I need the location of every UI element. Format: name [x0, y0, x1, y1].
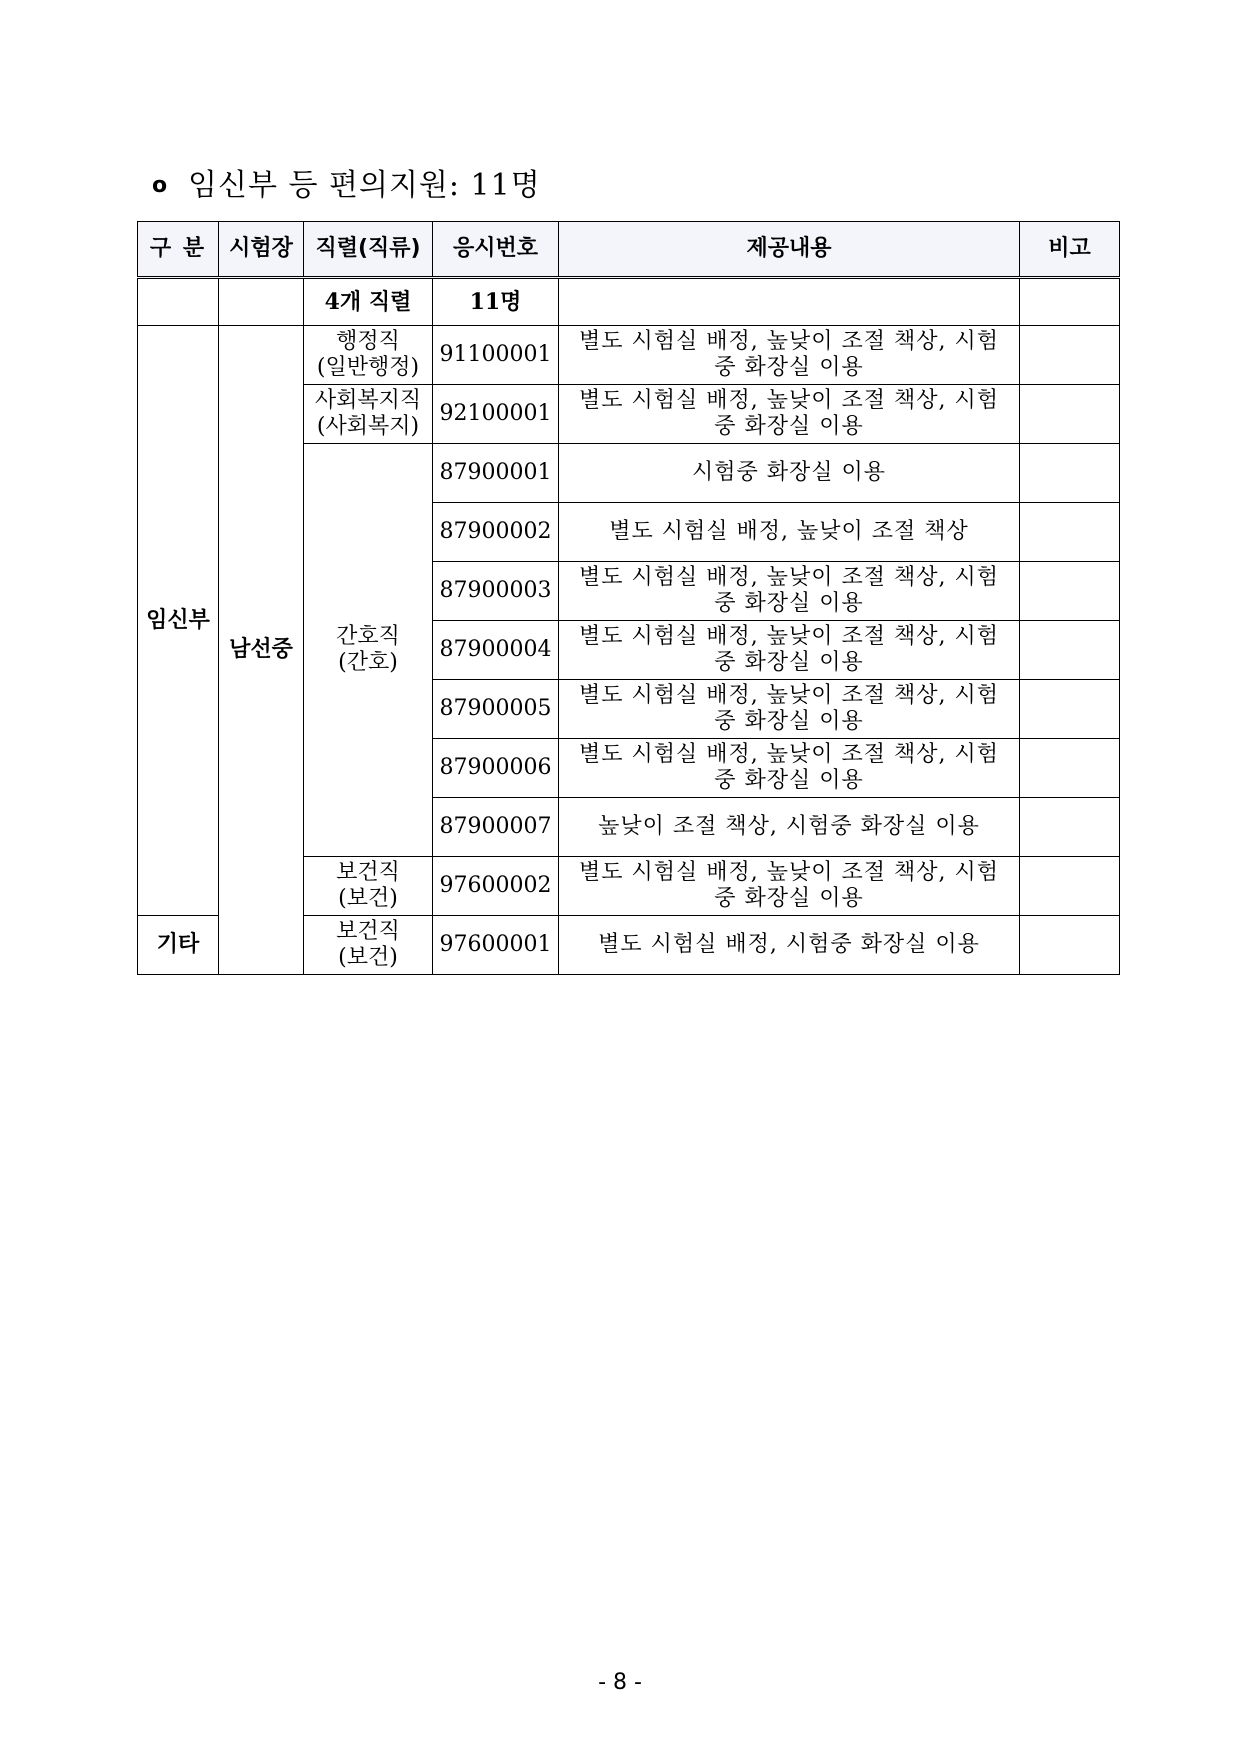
- remark-cell: [1020, 621, 1120, 680]
- summary-person-count: 11명: [433, 278, 559, 326]
- table-header-row: [138, 222, 1120, 278]
- content-line: 별도 시험실 배정, 높낮이 조절 책상, 시험: [579, 683, 999, 708]
- summary-content: [559, 278, 1020, 326]
- content-line: 별도 시험실 배정, 높낮이 조절 책상: [609, 519, 969, 544]
- page-number: - 8 -: [598, 1670, 642, 1695]
- position-subtype: (일반행정): [316, 355, 420, 380]
- section-heading-text: 임신부 등 편의지원: 11명: [188, 168, 541, 203]
- remark-cell: [1020, 503, 1120, 562]
- content-line: 높낮이 조절 책상, 시험중 화장실 이용: [598, 814, 980, 839]
- content-line: 중 화장실 이용: [714, 355, 864, 380]
- remark-cell: [1020, 857, 1120, 916]
- exam-number: 87900006: [433, 739, 559, 798]
- content-cell: [559, 385, 1020, 444]
- bullet-icon: o: [152, 173, 169, 198]
- position-name: 간호직: [336, 624, 400, 649]
- category-pregnant: 임신부: [138, 326, 219, 916]
- header-venue: 시험장: [219, 222, 304, 278]
- exam-number: 97600002: [433, 857, 559, 916]
- content-line: 별도 시험실 배정, 높낮이 조절 책상, 시험: [579, 624, 999, 649]
- content-cell: [559, 503, 1020, 562]
- content-cell: [559, 916, 1020, 975]
- content-cell: [559, 798, 1020, 857]
- content-cell: [559, 444, 1020, 503]
- position-name: 사회복지직: [314, 388, 422, 413]
- remark-cell: [1020, 680, 1120, 739]
- exam-number: 87900003: [433, 562, 559, 621]
- remark-cell: [1020, 326, 1120, 385]
- content-line: 별도 시험실 배정, 높낮이 조절 책상, 시험: [579, 329, 999, 354]
- venue-namseon: 남선중: [219, 326, 304, 975]
- content-line: 별도 시험실 배정, 시험중 화장실 이용: [598, 932, 980, 957]
- exam-number: 87900001: [433, 444, 559, 503]
- content-line: 별도 시험실 배정, 높낮이 조절 책상, 시험: [579, 860, 999, 885]
- exam-number: 87900004: [433, 621, 559, 680]
- content-cell: [559, 857, 1020, 916]
- exam-number: 91100001: [433, 326, 559, 385]
- position-cell: [304, 444, 433, 857]
- position-cell: [304, 385, 433, 444]
- remark-cell: [1020, 385, 1120, 444]
- position-subtype: (보건): [338, 945, 398, 970]
- category-other: 기타: [138, 916, 219, 975]
- table-row: [138, 326, 1120, 385]
- header-category: 구 분: [138, 222, 219, 278]
- position-name: 보건직: [336, 860, 400, 885]
- position-cell: [304, 857, 433, 916]
- position-cell: [304, 326, 433, 385]
- accommodation-table: [137, 221, 1120, 975]
- summary-row: [138, 278, 1120, 326]
- content-line: 중 화장실 이용: [714, 591, 864, 616]
- position-subtype: (간호): [338, 650, 398, 675]
- exam-number: 97600001: [433, 916, 559, 975]
- header-position: 직렬(직류): [304, 222, 433, 278]
- content-line: 중 화장실 이용: [714, 414, 864, 439]
- content-cell: [559, 621, 1020, 680]
- exam-number: 87900002: [433, 503, 559, 562]
- position-subtype: (보건): [338, 886, 398, 911]
- header-remark: 비고: [1020, 222, 1120, 278]
- position-name: 보건직: [336, 919, 400, 944]
- remark-cell: [1020, 562, 1120, 621]
- position-subtype: (사회복지): [316, 414, 420, 439]
- summary-position-count: 4개 직렬: [304, 278, 433, 326]
- position-name: 행정직: [336, 329, 400, 354]
- remark-cell: [1020, 444, 1120, 503]
- remark-cell: [1020, 739, 1120, 798]
- header-content: 제공내용: [559, 222, 1020, 278]
- summary-category: [138, 278, 219, 326]
- content-cell: [559, 326, 1020, 385]
- content-line: 중 화장실 이용: [714, 709, 864, 734]
- section-heading: [152, 160, 541, 204]
- content-cell: [559, 739, 1020, 798]
- remark-cell: [1020, 798, 1120, 857]
- content-line: 별도 시험실 배정, 높낮이 조절 책상, 시험: [579, 742, 999, 767]
- summary-venue: [219, 278, 304, 326]
- content-line: 시험중 화장실 이용: [691, 460, 886, 485]
- position-cell: [304, 916, 433, 975]
- summary-remark: [1020, 278, 1120, 326]
- exam-number: 92100001: [433, 385, 559, 444]
- content-line: 별도 시험실 배정, 높낮이 조절 책상, 시험: [579, 565, 999, 590]
- exam-number: 87900005: [433, 680, 559, 739]
- content-line: 중 화장실 이용: [714, 886, 864, 911]
- content-line: 별도 시험실 배정, 높낮이 조절 책상, 시험: [579, 388, 999, 413]
- content-cell: [559, 680, 1020, 739]
- content-line: 중 화장실 이용: [714, 650, 864, 675]
- remark-cell: [1020, 916, 1120, 975]
- content-line: 중 화장실 이용: [714, 768, 864, 793]
- header-exam-no: 응시번호: [433, 222, 559, 278]
- content-cell: [559, 562, 1020, 621]
- exam-number: 87900007: [433, 798, 559, 857]
